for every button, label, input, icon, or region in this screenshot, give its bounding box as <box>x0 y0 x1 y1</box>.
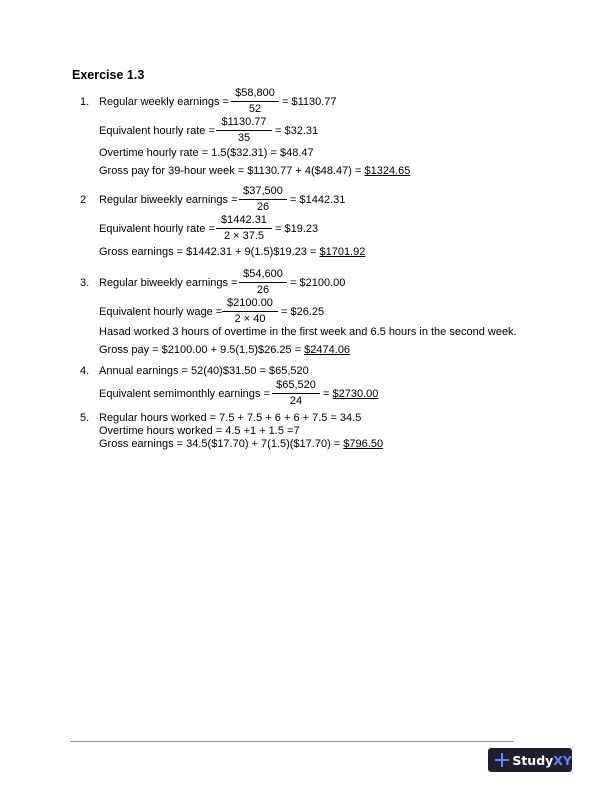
fraction <box>231 87 279 116</box>
denominator: 2 × 40 <box>234 313 266 325</box>
hourly-rate-label: Equivalent hourly rate = <box>99 223 215 235</box>
overtime-hours-line: Overtime hours worked = 4.5 +1 + 1.5 =7 <box>99 425 300 437</box>
result: = $19.23 <box>275 223 319 235</box>
numerator: $2100.00 <box>222 297 278 312</box>
denominator: 2 × 37.5 <box>223 230 265 242</box>
item-number: 2 <box>80 194 87 206</box>
item-number: 1. <box>80 96 90 108</box>
exercise-title: Exercise 1.3 <box>72 68 145 82</box>
regular-biweekly-label: Regular biweekly earnings = <box>99 194 238 206</box>
studyxy-logo <box>488 748 572 772</box>
regular-hours-line: Regular hours worked = 7.5 + 7.5 + 6 + 6 + 7.5 = 34.5 <box>99 412 362 424</box>
denominator: 35 <box>237 132 251 144</box>
denominator: 24 <box>289 395 303 407</box>
result <box>323 388 378 401</box>
item-number: 4. <box>80 365 90 377</box>
footer-divider <box>70 741 514 742</box>
numerator: $65,520 <box>272 379 320 394</box>
result: = $32.31 <box>275 125 319 137</box>
numerator: $1130.77 <box>216 116 272 131</box>
fraction <box>239 268 287 297</box>
result: = $26.25 <box>281 306 325 318</box>
fraction <box>216 116 272 145</box>
result: = $1130.77 <box>282 96 337 108</box>
regular-biweekly-label: Regular biweekly earnings = <box>99 277 238 289</box>
hourly-wage-label: Equivalent hourly wage = <box>99 306 223 318</box>
result-prefix: = <box>323 388 333 400</box>
plus-icon <box>495 753 507 767</box>
gross-pay-text: Gross pay = $2100.00 + 9.5(1.5)$26.25 = <box>99 344 305 356</box>
fraction <box>222 297 278 326</box>
numerator: $37,500 <box>239 185 287 200</box>
numerator: $58,800 <box>231 87 279 102</box>
answer: $2730.00 <box>332 388 379 400</box>
denominator: 52 <box>248 103 262 115</box>
overtime-note: Hasad worked 3 hours of overtime in the first week and 6.5 hours in the second week. <box>99 326 517 338</box>
gross-pay-line <box>99 344 350 357</box>
semimonthly-label: Equivalent semimonthly earnings = <box>99 388 270 400</box>
answer: $2474.06 <box>304 344 351 356</box>
gross-earnings-line <box>99 438 383 451</box>
result: = $1442.31 <box>290 194 346 206</box>
gross-pay-text: Gross pay for 39-hour week = $1130.77 + 4($48.47) = <box>99 165 365 177</box>
result: = $2100.00 <box>290 277 346 289</box>
answer: $796.50 <box>343 438 384 450</box>
annual-earnings-line: Annual earnings = 52(40)$31.50 = $65,520 <box>99 365 309 377</box>
denominator: 26 <box>256 201 270 213</box>
item-number: 5. <box>80 412 90 424</box>
fraction <box>239 185 287 214</box>
gross-earnings-line <box>99 246 365 259</box>
logo-accent: XY <box>553 752 572 768</box>
gross-earnings-text: Gross earnings = $1442.31 + 9(1.5)$19.23 = <box>99 246 320 258</box>
overtime-rate-line: Overtime hourly rate = 1.5($32.31) = $48.47 <box>99 147 314 159</box>
logo-text: Study <box>512 752 554 768</box>
denominator: 26 <box>256 284 270 296</box>
fraction <box>216 214 272 243</box>
numerator: $54,600 <box>239 268 287 283</box>
numerator: $1442.31 <box>216 214 272 229</box>
gross-earnings-text: Gross earnings = 34.5($17.70) + 7(1.5)($17.70) = <box>99 438 344 450</box>
gross-pay-line <box>99 165 410 178</box>
item-number: 3. <box>80 277 90 289</box>
answer: $1701.92 <box>319 246 366 258</box>
regular-weekly-label: Regular weekly earnings = <box>99 96 229 108</box>
hourly-rate-label: Equivalent hourly rate = <box>99 125 215 137</box>
fraction <box>272 379 320 408</box>
answer: $1324.65 <box>364 165 411 177</box>
